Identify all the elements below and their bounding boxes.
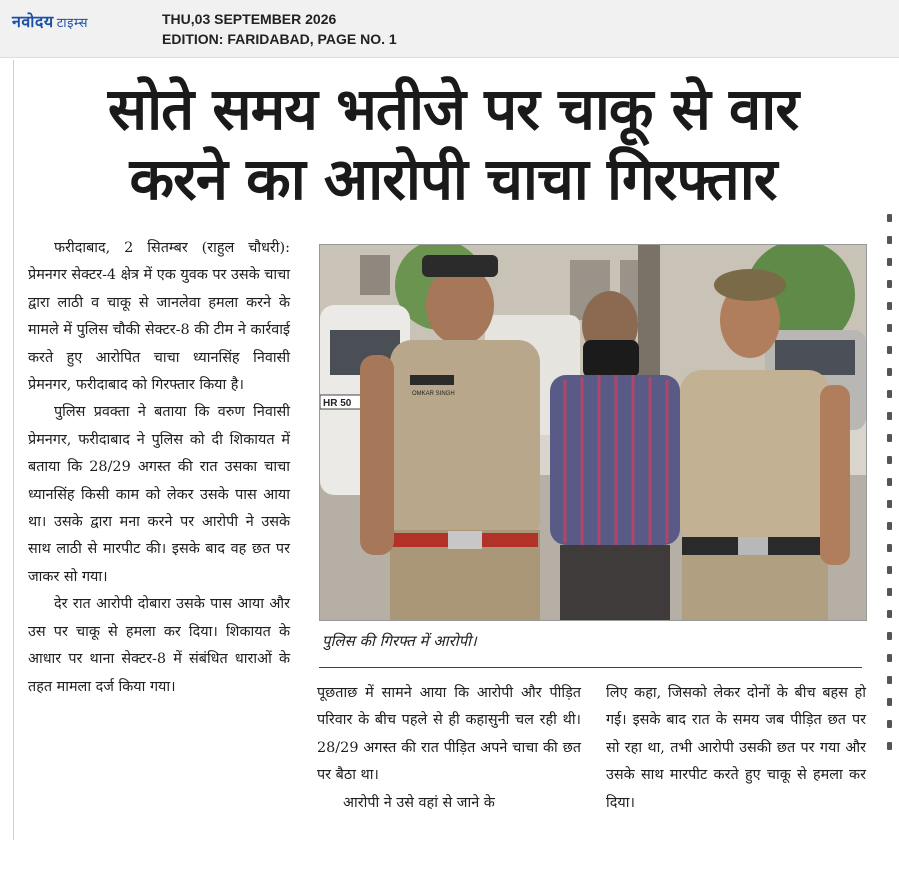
edition-line: EDITION: FARIDABAD, PAGE NO. 1 — [162, 31, 397, 47]
name-badge: OMKAR SINGH — [412, 391, 455, 397]
paragraph: आरोपी ने उसे वहां से जाने के — [343, 794, 495, 811]
edition-info — [162, 9, 397, 49]
article-column-2 — [317, 680, 581, 817]
article-column-1 — [28, 235, 290, 701]
adjacent-column-edge — [882, 200, 896, 860]
photo-caption: पुलिस की गिरफ्त में आरोपी। — [322, 632, 477, 650]
left-margin-rule — [13, 60, 14, 840]
paragraph: पुलिस प्रवक्ता ने बताया कि वरुण निवासी प्रेमनगर, फरीदाबाद ने पुलिस को दी शिकायत में बताया कि 28/29 अगस्त की रात उसका चाचा ध्यानसिंह किसी काम को लेकर उसके पास आया था। उसके द्वारा मना करने पर आरोपी ने उसके साथ लाठी से मारपीट की। इसके बाद वह छत पर जाकर सो गया। — [28, 404, 290, 585]
caption-divider — [319, 667, 862, 668]
masthead-bar — [0, 0, 899, 58]
paragraph: लिए कहा, जिसको लेकर दोनों के बीच बहस हो गई। इसके बाद रात के समय जब पीड़ित छत पर सो रहा था, तभी आरोपी उसकी छत पर गया और उसके साथ मारपीट करते हुए चाकू से हमला कर दिया। — [606, 685, 866, 811]
news-photo[interactable] — [319, 244, 867, 621]
paragraph: फरीदाबाद, 2 सितम्बर (राहुल चौधरी): प्रेमनगर सेक्टर-4 क्षेत्र में एक युवक पर उसके चाचा द्वारा लाठी व चाकू से जानलेवा हमला करने के मामले में पुलिस चौकी सेक्टर-8 की टीम ने कार्रवाई करते हुए आरोपित चाचा ध्यानसिंह निवासी प्रेमनगर, फरीदाबाद को गिरफ्तार किया है। — [28, 240, 290, 394]
headline-line-2: करने का आरोपी चाचा गिरफ्तार — [129, 145, 777, 213]
number-plate: HR 50 — [323, 398, 352, 409]
headline-line-1: सोते समय भतीजे पर चाकू से वार — [107, 75, 799, 143]
logo-main: नवोदय — [12, 12, 54, 31]
paragraph: पूछताछ में सामने आया कि आरोपी और पीड़ित परिवार के बीच पहले से ही कहासुनी चल रही थी। 28/29 अगस्त की रात पीड़ित अपने चाचा की छत पर बैठा था। — [317, 685, 581, 784]
newspaper-logo[interactable] — [12, 10, 88, 32]
photo-illustration — [320, 245, 866, 620]
article-column-3 — [606, 680, 866, 817]
paragraph: देर रात आरोपी दोबारा उसके पास आया और उस पर चाकू से हमला कर दिया। शिकायत के आधार पर थाना सेक्टर-8 में संबंधित धाराओं के तहत मामला दर्ज किया गया। — [28, 596, 290, 695]
logo-sub: टाइम्स — [56, 16, 89, 31]
date-line: THU,03 SEPTEMBER 2026 — [162, 11, 337, 27]
article-headline — [28, 74, 878, 214]
